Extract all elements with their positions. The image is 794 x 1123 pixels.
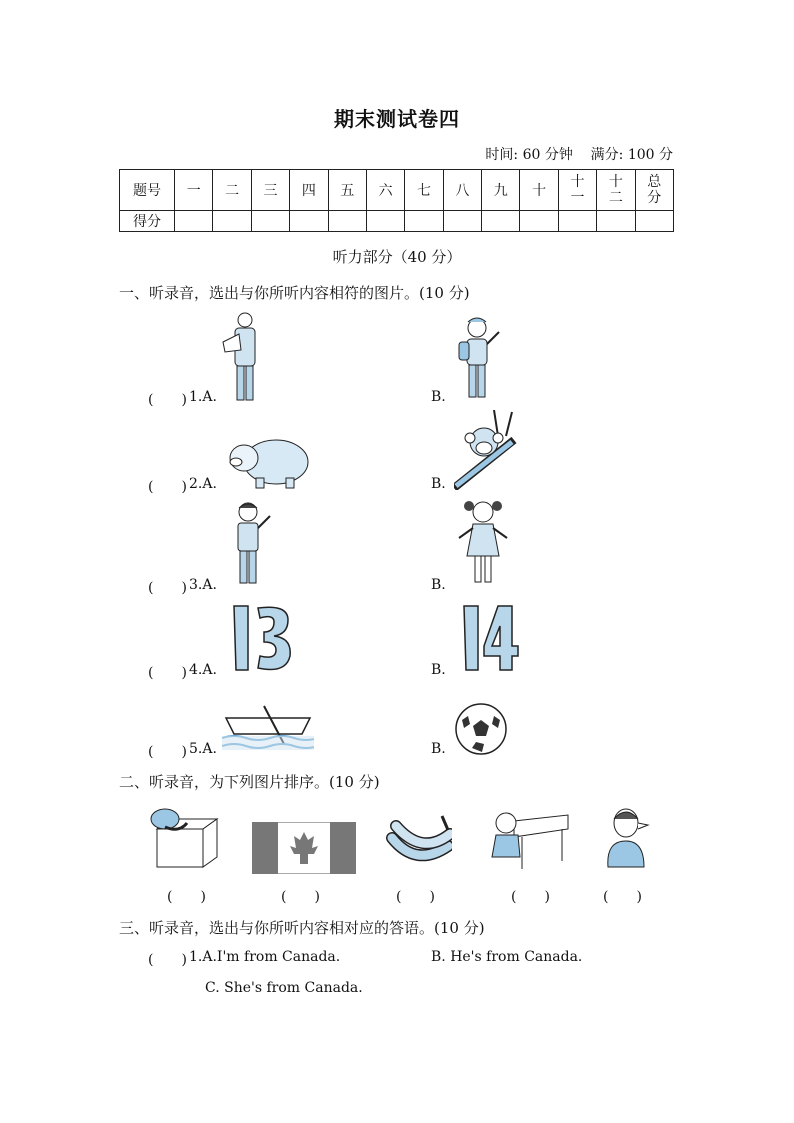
col-11 bbox=[558, 170, 596, 211]
girl-image[interactable] bbox=[455, 496, 511, 590]
col-7: 七 bbox=[405, 170, 443, 211]
score-cell[interactable] bbox=[213, 211, 251, 232]
number-13-image[interactable] bbox=[228, 600, 298, 676]
s3-q1-option-a: 1.A.I'm from Canada. bbox=[189, 949, 341, 965]
col-11-line1: 十 bbox=[570, 174, 585, 190]
q2-option-b-label: B. bbox=[431, 476, 446, 492]
order-blank[interactable]: ( ) bbox=[167, 889, 206, 905]
col-3: 三 bbox=[251, 170, 289, 211]
boat-image[interactable] bbox=[222, 704, 314, 752]
col-9: 九 bbox=[482, 170, 520, 211]
q3-option-b-label: B. bbox=[431, 577, 446, 593]
answer-blank[interactable]: ( ) bbox=[148, 665, 187, 681]
s3-q1-option-b: B. He's from Canada. bbox=[431, 949, 583, 965]
page-title: 期末测试卷四 bbox=[334, 107, 460, 131]
q4-option-a-label: 4.A. bbox=[189, 662, 217, 678]
score-table bbox=[119, 169, 674, 232]
score-cell[interactable] bbox=[290, 211, 328, 232]
section1-heading: 一、听录音，选出与你所听内容相符的图片。(10 分) bbox=[119, 284, 470, 302]
q2-option-a-label: 2.A. bbox=[189, 476, 217, 492]
boy-with-backpack-image[interactable] bbox=[455, 312, 505, 404]
number-14-image[interactable] bbox=[460, 600, 522, 676]
col-total bbox=[635, 170, 674, 211]
q1-option-a-label: 1.A. bbox=[189, 389, 217, 405]
order-blank[interactable]: ( ) bbox=[603, 889, 642, 905]
bananas-image[interactable] bbox=[386, 812, 452, 872]
score-cell[interactable] bbox=[597, 211, 635, 232]
order-blank[interactable]: ( ) bbox=[281, 889, 320, 905]
col-2: 二 bbox=[213, 170, 251, 211]
score-cell[interactable] bbox=[443, 211, 481, 232]
col-12 bbox=[597, 170, 635, 211]
pig-image[interactable] bbox=[226, 430, 312, 490]
man-portrait-image[interactable] bbox=[604, 805, 654, 869]
score-cell[interactable] bbox=[175, 211, 213, 232]
col-4: 四 bbox=[290, 170, 328, 211]
col-11-line2: 一 bbox=[570, 190, 585, 206]
section3-heading: 三、听录音，选出与你所听内容相对应的答语。(10 分) bbox=[119, 919, 485, 937]
s3-q1-option-c: C. She's from Canada. bbox=[205, 980, 363, 996]
full-score: 满分: 100 分 bbox=[590, 147, 673, 163]
answer-blank[interactable]: ( ) bbox=[148, 744, 187, 760]
col-12-line2: 二 bbox=[608, 190, 623, 206]
q5-option-b-label: B. bbox=[431, 741, 446, 757]
score-cell[interactable] bbox=[635, 211, 674, 232]
answer-blank[interactable]: ( ) bbox=[148, 952, 187, 968]
boy-at-desk-image[interactable] bbox=[486, 809, 570, 873]
score-cell[interactable] bbox=[328, 211, 366, 232]
exam-meta bbox=[485, 144, 673, 164]
time-limit: 时间: 60 分钟 bbox=[485, 147, 573, 163]
q4-option-b-label: B. bbox=[431, 662, 446, 678]
score-cell[interactable] bbox=[251, 211, 289, 232]
section2-heading: 二、听录音，为下列图片排序。(10 分) bbox=[119, 773, 380, 791]
order-blank[interactable]: ( ) bbox=[511, 889, 550, 905]
col-10: 十 bbox=[520, 170, 558, 211]
man-holding-book-image[interactable] bbox=[215, 308, 265, 404]
col-total-line2: 分 bbox=[647, 190, 662, 206]
col-5: 五 bbox=[328, 170, 366, 211]
monkey-image[interactable] bbox=[454, 410, 522, 490]
q1-option-b-label: B. bbox=[431, 389, 446, 405]
score-cell[interactable] bbox=[366, 211, 404, 232]
col-1: 一 bbox=[175, 170, 213, 211]
answer-blank[interactable]: ( ) bbox=[148, 479, 187, 495]
col-6: 六 bbox=[366, 170, 404, 211]
soccer-ball-image[interactable] bbox=[454, 702, 508, 756]
answer-blank[interactable]: ( ) bbox=[148, 392, 187, 408]
row-label-score: 得分 bbox=[120, 211, 175, 232]
row-label-question: 题号 bbox=[120, 170, 175, 211]
q5-option-a-label: 5.A. bbox=[189, 741, 217, 757]
score-cell[interactable] bbox=[558, 211, 596, 232]
boy-waving-image[interactable] bbox=[228, 498, 278, 590]
q3-option-a-label: 3.A. bbox=[189, 577, 217, 593]
col-12-line1: 十 bbox=[608, 174, 623, 190]
toy-box-image[interactable] bbox=[143, 805, 221, 873]
canada-flag-image[interactable] bbox=[252, 822, 356, 874]
score-cell[interactable] bbox=[405, 211, 443, 232]
order-blank[interactable]: ( ) bbox=[396, 889, 435, 905]
col-8: 八 bbox=[443, 170, 481, 211]
answer-blank[interactable]: ( ) bbox=[148, 580, 187, 596]
col-total-line1: 总 bbox=[647, 174, 662, 190]
score-cell[interactable] bbox=[482, 211, 520, 232]
score-cell[interactable] bbox=[520, 211, 558, 232]
listening-part-heading: 听力部分（40 分） bbox=[332, 248, 462, 266]
